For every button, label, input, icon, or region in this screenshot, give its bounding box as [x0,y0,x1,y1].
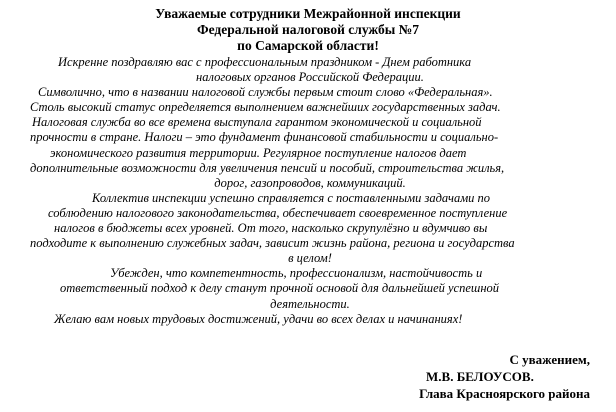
heading-line-3: по Самарской области! [237,38,379,53]
body-line-2: налоговых органов Российской Федерации. [196,70,424,85]
body-line-6: прочности в стране. Налоги – это фундамент финансовой стабильности и социально- [30,130,499,145]
body-line-16: ответственный подход к делу станут прочной основой для дальнейшей успешной [60,281,500,296]
signature-name: М.В. БЕЛОУСОВ. [426,369,534,384]
body-line-12: налогов в бюджеты всех уровней. От того, насколько скрупулёзно и вдумчиво вы [54,221,488,236]
letter-heading [0,6,616,54]
heading-line-1: Уважаемые сотрудники Межрайонной инспекции [155,6,461,21]
signature-position: Глава Красноярского района [419,386,590,401]
body-line-11: соблюдению налогового законодательства, обеспечивает своевременное поступление [48,205,508,220]
signature-block [390,351,590,402]
body-line-13: подходите к выполнению служебных задач, зависит жизнь района, региона и государства [30,236,515,251]
body-line-3: Символично, что в названии налоговой службы первым стоит слово «Федеральная». [38,85,493,100]
heading-line-2: Федеральной налоговой службы №7 [196,22,419,37]
signature-regards: С уважением, [509,352,590,367]
body-line-18: Желаю вам новых трудовых достижений, удачи во всех делах и начинаниях! [54,311,463,326]
body-line-17: деятельности. [270,296,350,311]
body-line-9: дорог, газопроводов, коммуникаций. [214,175,406,190]
body-line-15: Убежден, что компетентность, профессионализм, настойчивость и [110,266,483,281]
letter-body [30,55,590,327]
body-line-7: экономического развития территории. Регулярное поступление налогов дает [50,145,467,160]
body-line-10: Коллектив инспекции успешно справляется с поставленными задачами по [92,190,491,205]
body-line-1: Искренне поздравляю вас с профессиональным праздником - Днем работника [58,55,472,69]
body-line-5: Налоговая служба во все времена выступала гарантом экономической и социальной [32,115,482,130]
body-line-4: Столь высокий статус определяется выполнением важнейших государственных задач. [30,100,501,115]
body-line-8: дополнительные возможности для увеличения пенсий и пособий, строительства жилья, [30,160,505,175]
body-line-14: в целом! [288,251,332,266]
